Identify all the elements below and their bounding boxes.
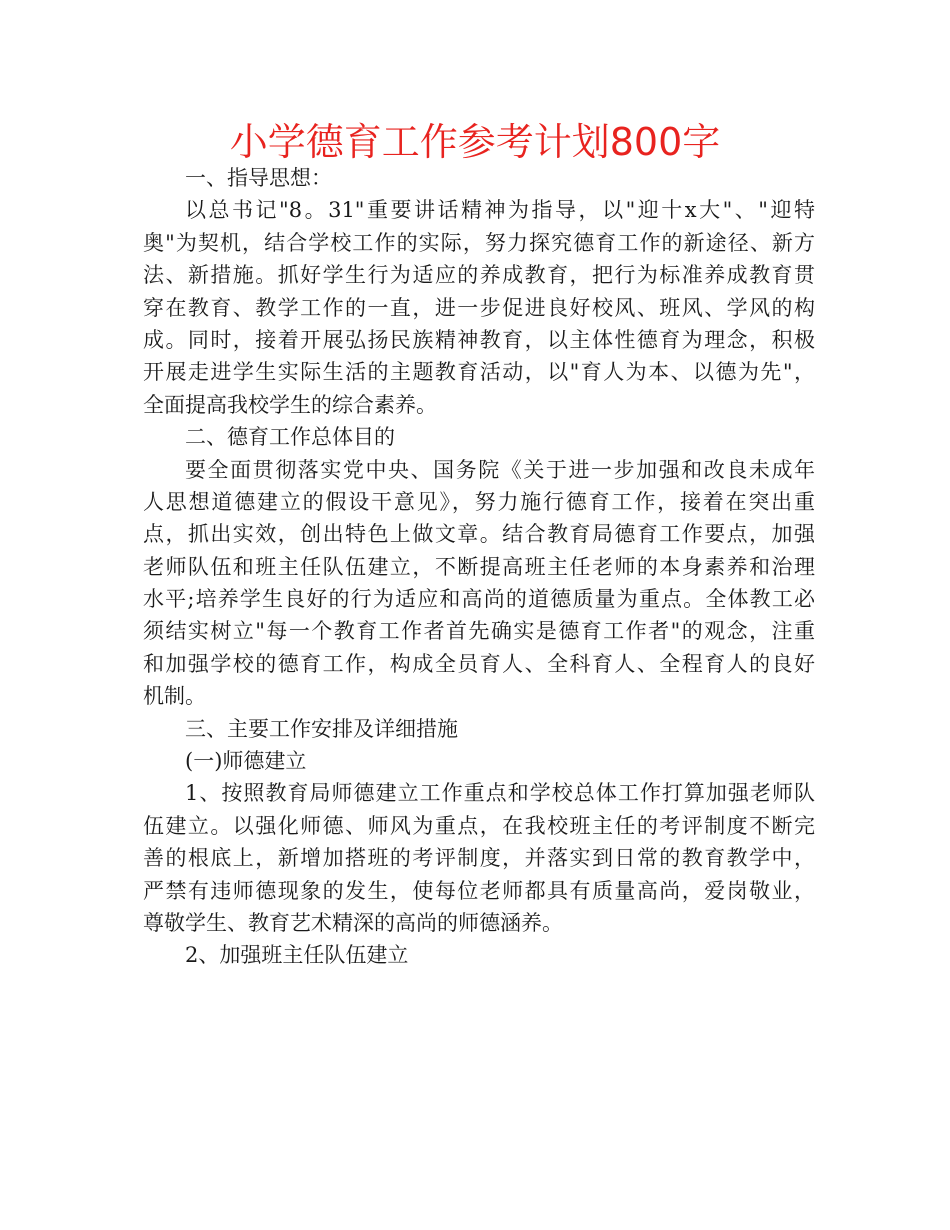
paragraph-line: 尊敬学生、教育艺术精深的高尚的师德涵养。 xyxy=(143,910,563,935)
paragraph-line: 水平;培养学生良好的行为适应和高尚的道德质量为重点。全体教工必 xyxy=(143,587,815,612)
paragraph-line: 机制。 xyxy=(143,684,206,709)
subsection-heading: (一)师德建立 xyxy=(185,749,307,774)
paragraph-line: 须结实树立"每一个教育工作者首先确实是德育工作者"的观念，注重 xyxy=(143,619,815,644)
paragraph-line: 善的根底上，新增加搭班的考评制度，并落实到日常的教育教学中， xyxy=(143,846,815,871)
document-title: 小学德育工作参考计划800字 xyxy=(229,120,721,164)
paragraph-line: 以总书记"8。31"重要讲话精神为指导，以"迎十x大"、"迎特 xyxy=(185,198,815,223)
paragraph-line: 人思想道德建立的假设干意见》，努力施行德育工作，接着在突出重 xyxy=(143,489,815,514)
paragraph-line: 法、新措施。抓好学生行为适应的养成教育，把行为标准养成教育贯 xyxy=(143,263,815,288)
section-heading: 一、指导思想： xyxy=(185,166,332,190)
paragraph-line: 点，抓出实效，创出特色上做文章。结合教育局德育工作要点，加强 xyxy=(143,522,815,547)
paragraph-line: 1、按照教育局师德建立工作重点和学校总体工作打算加强老师队 xyxy=(185,781,815,806)
paragraph-line: 伍建立。以强化师德、师风为重点，在我校班主任的考评制度不断完 xyxy=(143,813,815,838)
section-heading: 三、主要工作安排及详细措施 xyxy=(185,716,458,741)
paragraph-line: 和加强学校的德育工作，构成全员育人、全科育人、全程育人的良好 xyxy=(143,651,815,676)
paragraph-line: 成。同时，接着开展弘扬民族精神教育，以主体性德育为理念，积极 xyxy=(143,327,815,352)
paragraph-line: 全面提高我校学生的综合素养。 xyxy=(143,392,437,417)
subsection-heading: 2、加强班主任队伍建立 xyxy=(185,943,409,968)
paragraph-line: 严禁有违师德现象的发生，使每位老师都具有质量高尚，爱岗敬业， xyxy=(143,878,815,903)
paragraph-line: 穿在教育、教学工作的一直，进一步促进良好校风、班风、学风的构 xyxy=(143,295,815,320)
paragraph-line: 开展走进学生实际生活的主题教育活动，以"育人为本、以德为先"， xyxy=(143,360,815,385)
paragraph-line: 要全面贯彻落实党中央、国务院《关于进一步加强和改良未成年 xyxy=(185,457,815,482)
document-body xyxy=(143,162,815,972)
section-heading: 二、德育工作总体目的 xyxy=(185,425,395,450)
paragraph-line: 老师队伍和班主任队伍建立，不断提高班主任老师的本身素养和治理 xyxy=(143,554,815,579)
paragraph-line: 奥"为契机，结合学校工作的实际，努力探究德育工作的新途径、新方 xyxy=(143,230,815,255)
